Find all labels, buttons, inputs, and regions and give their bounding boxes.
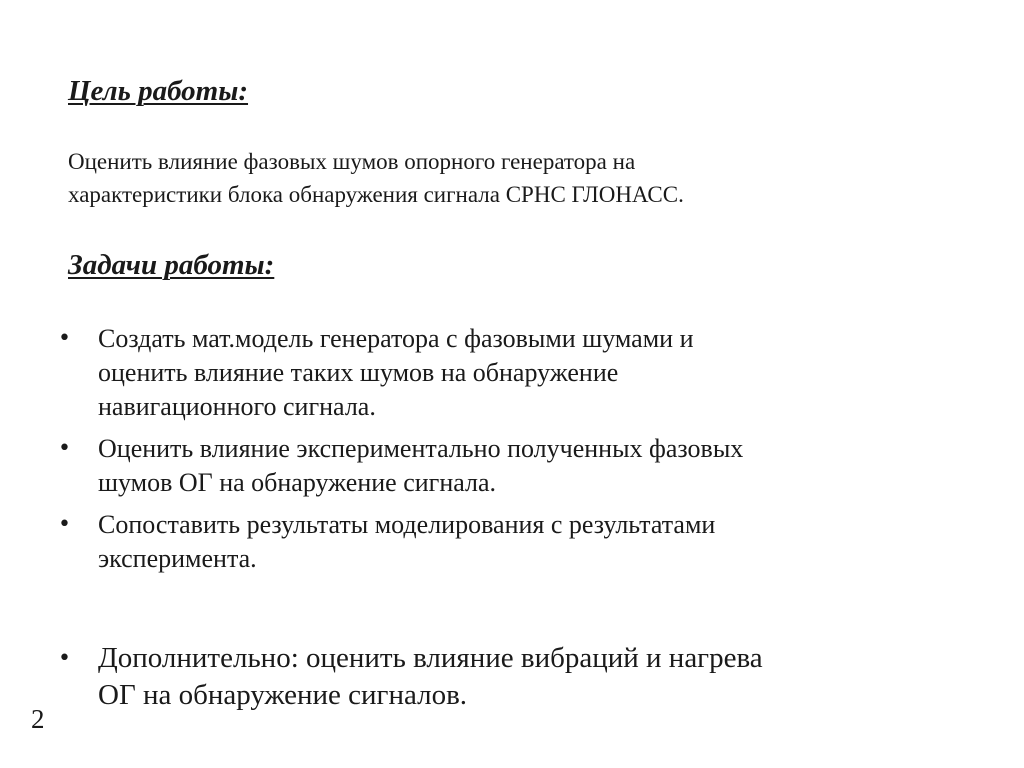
goal-text — [68, 145, 948, 211]
task-line: навигационного сигнала. — [98, 392, 376, 421]
task-line: Сопоставить результаты моделирования с результатами — [98, 510, 716, 539]
task-line: эксперимента. — [98, 544, 257, 573]
task-item — [0, 322, 1024, 424]
task-line: шумов ОГ на обнаружение сигнала. — [98, 468, 497, 497]
goal-heading: Цель работы: — [68, 75, 249, 107]
task-item — [0, 508, 1024, 576]
extra-task-line: ОГ на обнаружение сигналов. — [98, 679, 468, 711]
extra-task-item — [0, 640, 1024, 714]
bullet-icon: • — [58, 512, 71, 537]
tasks-heading: Задачи работы: — [68, 249, 275, 281]
tasks-list — [0, 322, 1024, 584]
page-number: 2 — [31, 704, 45, 734]
goal-text-line: характеристики блока обнаружения сигнала СРНС ГЛОНАСС. — [68, 182, 684, 207]
bullet-icon: • — [58, 646, 71, 671]
extra-task-line: Дополнительно: оценить влияние вибраций и нагрева — [98, 642, 763, 674]
goal-text-line: Оценить влияние фазовых шумов опорного генератора на — [68, 149, 636, 174]
bullet-icon: • — [58, 436, 71, 461]
bullet-icon: • — [58, 326, 71, 351]
task-line: оценить влияние таких шумов на обнаружение — [98, 358, 619, 387]
task-line: Оценить влияние экспериментально полученных фазовых — [98, 434, 744, 463]
task-item — [0, 432, 1024, 500]
task-line: Создать мат.модель генератора с фазовыми шумами и — [98, 324, 694, 353]
